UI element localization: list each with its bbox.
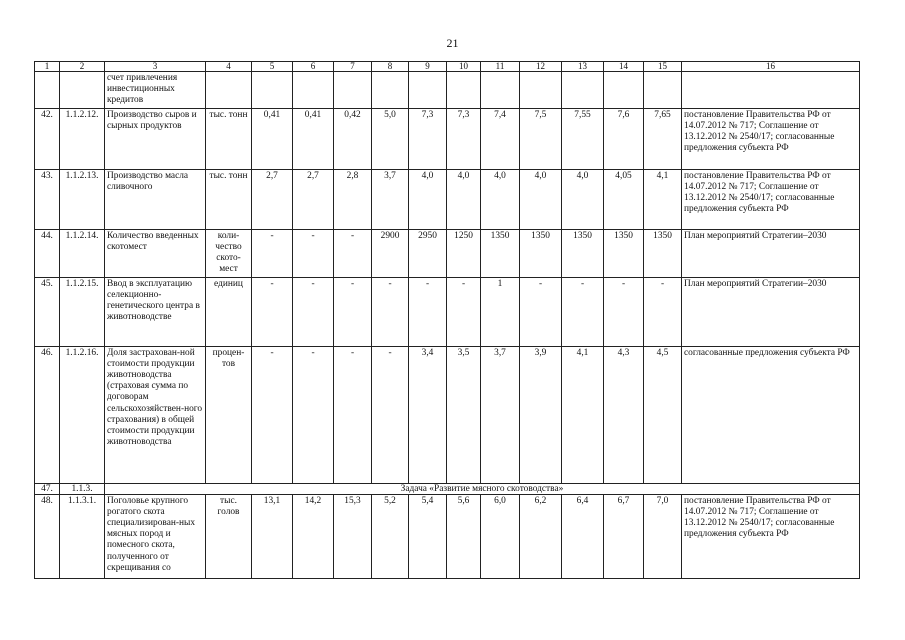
value-col10: - — [447, 277, 481, 346]
column-header-16: 16 — [682, 62, 860, 72]
value-col11: 4,0 — [481, 169, 520, 229]
value-col5: - — [252, 346, 293, 483]
value-col15: 7,65 — [644, 108, 682, 169]
value-col8: 3,7 — [372, 169, 409, 229]
column-header-4: 4 — [206, 62, 252, 72]
column-header-7: 7 — [334, 62, 372, 72]
value-col13 — [562, 72, 604, 109]
value-col8: - — [372, 346, 409, 483]
value-col7: - — [334, 277, 372, 346]
indicator-name: Доля застрахован-ной стоимости продукции животноводства (страховая сумма по договорам сельскохозяйствен-ного страхования) в общей стоимости продукции животноводства — [105, 346, 206, 483]
value-col6: 0,41 — [293, 108, 334, 169]
value-col9: 3,4 — [409, 346, 447, 483]
indicator-name: Производство сыров и сырных продуктов — [105, 108, 206, 169]
indicator-table — [34, 61, 860, 579]
table-row — [35, 72, 860, 109]
value-col6: 14,2 — [293, 494, 334, 578]
table-row — [35, 229, 860, 277]
table-row — [35, 494, 860, 578]
row-number — [35, 72, 60, 109]
row-number: 46. — [35, 346, 60, 483]
value-col13: 4,0 — [562, 169, 604, 229]
value-col6: - — [293, 346, 334, 483]
value-col9 — [409, 72, 447, 109]
value-col9: 5,4 — [409, 494, 447, 578]
value-col15: 1350 — [644, 229, 682, 277]
value-col10: 3,5 — [447, 346, 481, 483]
value-col14: - — [604, 277, 644, 346]
source-note: План мероприятий Стратегии–2030 — [682, 229, 860, 277]
row-number: 47. — [35, 483, 60, 494]
row-number: 42. — [35, 108, 60, 169]
indicator-code: 1.1.2.16. — [60, 346, 105, 483]
source-note: постановление Правительства РФ от 14.07.2012 № 717; Соглашение от 13.12.2012 № 2540/17; согласованные предложения субъекта РФ — [682, 169, 860, 229]
value-col13: 1350 — [562, 229, 604, 277]
value-col5: 2,7 — [252, 169, 293, 229]
task-title: Задача «Развитие мясного скотоводства» — [105, 483, 860, 494]
row-number: 43. — [35, 169, 60, 229]
unit: процен-тов — [206, 346, 252, 483]
header-row — [35, 62, 860, 72]
column-header-2: 2 — [60, 62, 105, 72]
indicator-name: Производство масла сливочного — [105, 169, 206, 229]
value-col6: - — [293, 277, 334, 346]
value-col15: - — [644, 277, 682, 346]
value-col14: 7,6 — [604, 108, 644, 169]
value-col14: 6,7 — [604, 494, 644, 578]
value-col5: - — [252, 229, 293, 277]
indicator-code: 1.1.3. — [60, 483, 105, 494]
value-col15: 4,1 — [644, 169, 682, 229]
value-col6: - — [293, 229, 334, 277]
value-col7: 15,3 — [334, 494, 372, 578]
value-col7: - — [334, 346, 372, 483]
value-col15: 4,5 — [644, 346, 682, 483]
table-row — [35, 346, 860, 483]
value-col7: 0,42 — [334, 108, 372, 169]
table-body — [35, 62, 860, 579]
value-col8: 5,0 — [372, 108, 409, 169]
indicator-code: 1.1.2.15. — [60, 277, 105, 346]
indicator-code: 1.1.2.14. — [60, 229, 105, 277]
column-header-1: 1 — [35, 62, 60, 72]
page-number: 21 — [446, 36, 459, 50]
column-header-11: 11 — [481, 62, 520, 72]
value-col10: 4,0 — [447, 169, 481, 229]
value-col12: - — [520, 277, 562, 346]
value-col10 — [447, 72, 481, 109]
column-header-6: 6 — [293, 62, 334, 72]
column-header-15: 15 — [644, 62, 682, 72]
column-header-14: 14 — [604, 62, 644, 72]
indicator-name: Ввод в эксплуатацию селекционно-генетического центра в животноводстве — [105, 277, 206, 346]
value-col12 — [520, 72, 562, 109]
column-header-13: 13 — [562, 62, 604, 72]
row-number: 44. — [35, 229, 60, 277]
value-col11: 3,7 — [481, 346, 520, 483]
table-row — [35, 483, 860, 494]
value-col11: 6,0 — [481, 494, 520, 578]
value-col14: 1350 — [604, 229, 644, 277]
value-col12: 7,5 — [520, 108, 562, 169]
unit: тыс. тонн — [206, 169, 252, 229]
indicator-code: 1.1.2.12. — [60, 108, 105, 169]
value-col9: 2950 — [409, 229, 447, 277]
source-note: постановление Правительства РФ от 14.07.2012 № 717; Соглашение от 13.12.2012 № 2540/17; согласованные предложения субъекта РФ — [682, 494, 860, 578]
value-col6 — [293, 72, 334, 109]
value-col5: 13,1 — [252, 494, 293, 578]
value-col15: 7,0 — [644, 494, 682, 578]
value-col14: 4,3 — [604, 346, 644, 483]
value-col14 — [604, 72, 644, 109]
source-note — [682, 72, 860, 109]
value-col12: 6,2 — [520, 494, 562, 578]
source-note: План мероприятий Стратегии–2030 — [682, 277, 860, 346]
value-col7: - — [334, 229, 372, 277]
value-col10: 7,3 — [447, 108, 481, 169]
value-col11 — [481, 72, 520, 109]
column-header-12: 12 — [520, 62, 562, 72]
indicator-code: 1.1.3.1. — [60, 494, 105, 578]
source-note: согласованные предложения субъекта РФ — [682, 346, 860, 483]
source-note: постановление Правительства РФ от 14.07.2012 № 717; Соглашение от 13.12.2012 № 2540/17; согласованные предложения субъекта РФ — [682, 108, 860, 169]
indicator-code — [60, 72, 105, 109]
value-col12: 1350 — [520, 229, 562, 277]
indicator-name: Поголовье крупного рогатого скота специализирован-ных мясных пород и помесного скота, полученного от скрещивания со — [105, 494, 206, 578]
column-header-5: 5 — [252, 62, 293, 72]
value-col9: - — [409, 277, 447, 346]
value-col10: 5,6 — [447, 494, 481, 578]
row-number: 48. — [35, 494, 60, 578]
value-col8 — [372, 72, 409, 109]
unit: единиц — [206, 277, 252, 346]
value-col5: - — [252, 277, 293, 346]
value-col13: 6,4 — [562, 494, 604, 578]
value-col13: 4,1 — [562, 346, 604, 483]
table-row — [35, 108, 860, 169]
value-col9: 4,0 — [409, 169, 447, 229]
value-col15 — [644, 72, 682, 109]
column-header-10: 10 — [447, 62, 481, 72]
column-header-8: 8 — [372, 62, 409, 72]
value-col12: 3,9 — [520, 346, 562, 483]
column-header-3: 3 — [105, 62, 206, 72]
value-col8: 2900 — [372, 229, 409, 277]
unit: коли-чество ското-мест — [206, 229, 252, 277]
value-col13: - — [562, 277, 604, 346]
value-col12: 4,0 — [520, 169, 562, 229]
unit: тыс. голов — [206, 494, 252, 578]
table-row — [35, 169, 860, 229]
value-col8: 5,2 — [372, 494, 409, 578]
indicator-name: Количество введенных скотомест — [105, 229, 206, 277]
value-col7: 2,8 — [334, 169, 372, 229]
value-col5: 0,41 — [252, 108, 293, 169]
value-col6: 2,7 — [293, 169, 334, 229]
value-col13: 7,55 — [562, 108, 604, 169]
value-col5 — [252, 72, 293, 109]
value-col9: 7,3 — [409, 108, 447, 169]
table-row — [35, 277, 860, 346]
value-col11: 1 — [481, 277, 520, 346]
column-header-9: 9 — [409, 62, 447, 72]
unit: тыс. тонн — [206, 108, 252, 169]
indicator-name: счет привлечения инвестиционных кредитов — [105, 72, 206, 109]
row-number: 45. — [35, 277, 60, 346]
value-col11: 1350 — [481, 229, 520, 277]
indicator-code: 1.1.2.13. — [60, 169, 105, 229]
value-col14: 4,05 — [604, 169, 644, 229]
value-col11: 7,4 — [481, 108, 520, 169]
unit — [206, 72, 252, 109]
value-col8: - — [372, 277, 409, 346]
value-col7 — [334, 72, 372, 109]
value-col10: 1250 — [447, 229, 481, 277]
